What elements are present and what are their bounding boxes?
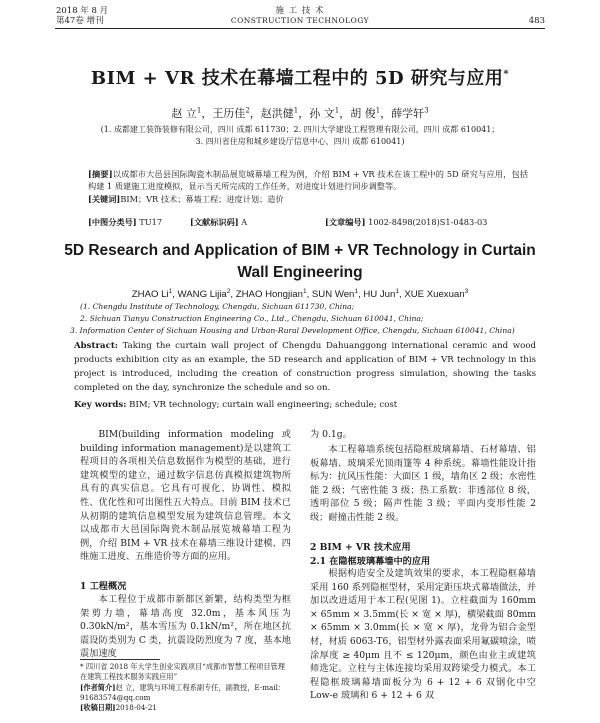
- author-cn-affiliation-mark: 3: [424, 106, 429, 115]
- author-en-2: WANG Lijia: [177, 289, 227, 301]
- author-en-5: HU Jun: [363, 289, 396, 301]
- footnote-fund: * 四川省 2018 年大学生创业实践项目“成都市智慧工程项目管理在建筑工程技术服务实践应用”: [80, 662, 285, 681]
- abstract-en: [74, 339, 536, 395]
- footnote-received-date: [收稿日期]2018-04-21: [80, 703, 158, 712]
- abstract-cn-label: [摘要]: [88, 169, 113, 179]
- footnote-author: [作者简介]赵 立，建筑与环境工程系副专任，副教授，E-mail：91683574@qq.com: [80, 683, 286, 702]
- author-en-affiliation-mark: 1: [395, 288, 399, 295]
- page-number: 483: [528, 16, 545, 26]
- section-1-paragraph: 本工程位于成都市新都区新繁，结构类型为框架剪力墙，幕墙高度 32.0m，基本风压为 0.30kN/m²，基本雪压为 0.1kN/m²，所在地区抗震设防类别为 C 类，抗震设防烈度为 7 度，基本地震加速度: [80, 594, 291, 660]
- affiliation-cn-1: (1. 成都建工装饰装修有限公司，四川 成都 611730；2. 四川大学建设工程管理有限公司，四川 成都 610041；: [100, 125, 500, 134]
- author-en-3: ZHAO Hongjian: [235, 289, 303, 301]
- keywords-cn: [88, 193, 528, 205]
- section-2-heading: 2 BIM + VR 技术应用: [310, 542, 411, 553]
- section-2-1-heading: 2.1 在隐框玻璃幕墙中的应用: [310, 556, 431, 567]
- author-en-affiliation-mark: 1: [354, 288, 359, 295]
- author-cn-affiliation-mark: 1: [293, 106, 299, 115]
- author-en-1: ZHAO Li: [131, 289, 169, 301]
- author-en-6: XUE Xuexuan: [404, 289, 465, 301]
- keywords-en: [74, 399, 536, 411]
- author-cn-1: 赵 立: [171, 107, 197, 120]
- author-cn-affiliation-mark: 1: [375, 106, 381, 115]
- abstract-cn: [88, 168, 528, 192]
- author-en-4: SUN Wen: [311, 289, 355, 301]
- abstract-cn-text: 以成都市大邑县国际陶瓷木制品展览城幕墙工程为例，介绍 BIM + VR 技术在该工程中的 5D 研究与应用，包括构建 1 质建施工进度模拟，显示当天所完成的工作任务，对进度计划进行同步调整等。: [88, 169, 529, 191]
- title-footnote-mark: *: [503, 69, 510, 80]
- author-cn-3: 赵洪健: [260, 107, 294, 120]
- author-cn-6: 薛学轩: [391, 107, 425, 120]
- author-en-affiliation-mark: 1: [168, 288, 173, 295]
- keywords-en-label: Key words:: [74, 400, 127, 410]
- section-1-heading: 1 工程概况: [80, 581, 127, 592]
- author-cn-2: 王历佳: [212, 107, 246, 120]
- affiliation-en-2: 2. Sichuan Tianyu Construction Engineering Co., Ltd., Chengdu, Sichuan 610041, China;: [80, 314, 424, 323]
- continued-paragraph: 为 0.1g。: [310, 429, 352, 440]
- author-en-affiliation-mark: 3: [464, 288, 469, 295]
- author-cn-affiliation-mark: 2: [245, 106, 250, 115]
- keywords-cn-text: BIM；VR 技术；幕墙工程；进度计划；造价: [120, 194, 284, 204]
- author-list-cn: 赵 立$^1$，王历佳$^2$，赵洪健$^1$，孙 文$^1$，胡 俊$^1$，薛学轩$^3$: [171, 106, 429, 120]
- author-cn-4: 孙 文: [309, 107, 335, 120]
- system-paragraph: 本工程幕墙系统包括隐框玻璃幕墙、石材幕墙、铝板幕墙、玻璃采光顶雨篷等 4 种系统。幕墙性能设计指标为：抗风压性能：大面区 1 级，墙角区 2 级；水密性能 2 级；气密性能 3 级；热工系数：非透部位 8 级，透明部位 5 级；隔声性能 3 级；平面内变形性能 2 级；耐撞击性能 2 级。: [310, 444, 536, 523]
- header-volume: 第47卷 增刊: [56, 16, 104, 26]
- footnote-rule: [80, 659, 160, 660]
- affiliation-cn-2: 3. 四川省住房和城乡建设厅信息中心，四川 成都 610041): [195, 137, 405, 146]
- abstract-en-text: Taking the curtain wall project of Chengdu Dahuanggong international ceramic and wood products exhibition city as an example, the 5D research and application of BIM + VR technology in this project is introduced, including the creation of construction progress simulation, showing the tasks completed on the day, synchronize the schedule and so on.: [74, 341, 537, 393]
- curtain-wall-paragraph: 根据构造安全及建筑效果的要求，本工程隐框幕墙采用 160 系列隐框型材，采用定距压块式幕墙做法，并加以改进适用于本工程(见图 1)。立柱截面为 160mm × 65mm × 3.5mm(长 × 宽 × 厚)，横梁截面 80mm × 65mm × 3.0mm(长 × 宽 × 厚)，龙骨为铝合金型材，材质 6063-T6，铝型材外露表面采用氟碳喷涂，喷涂厚度 ≥ 40μm 且不 ≤ 120μm，颜色由业主或建筑师选定。立柱与主体连接均采用双跨梁受力模式。本工程隐框玻璃幕墙面板分为 6 + 12 + 6 双钢化中空 Low-e 玻璃和 6 + 12 + 6 双: [310, 568, 536, 702]
- author-en-affiliation-mark: 1: [302, 288, 307, 295]
- article-number: [文章编号] 1002-8498(2018)S1-0483-03: [325, 217, 488, 227]
- header-rule: [55, 28, 545, 29]
- document-code: [文献标识码] A: [190, 217, 248, 227]
- header-journal-en: CONSTRUCTION TECHNOLOGY: [230, 16, 370, 25]
- keywords-cn-label: [关键词]: [88, 194, 121, 204]
- intro-paragraph: BIM(building information modeling 或 building information management)是以建筑工程项目的各项相关信息数据作为模型的基础，进行建筑模型的建立，通过数字信息仿真模拟建筑物所具有的真实信息。它具有可视化、协调性、模拟性、优化性和可出图性五大特点。目前 BIM 技术已从初期的建筑信息模型发展为建筑信息管理。本文以成都市大邑国际陶瓷木制品展览城幕墙工程为例，介绍 BIM + VR 技术在幕墙三维设计建模、四维施工进度、五维造价等方面的应用。: [80, 429, 291, 563]
- author-cn-5: 胡 俊: [350, 107, 376, 120]
- header-date: 2018 年 8 月: [56, 6, 109, 16]
- author-en-affiliation-mark: 2: [226, 288, 231, 295]
- clc-number: [中图分类号] TU17: [88, 217, 163, 227]
- header-journal-cn: 施 工 技 术: [275, 6, 325, 16]
- author-cn-affiliation-mark: 1: [196, 106, 202, 115]
- author-list-en: ZHAO Li$^1$, WANG Lijia$^2$, ZHAO Hongjian$^1$, SUN Wen$^1$, HU Jun$^1$, XUE Xuexuan$^3$: [131, 288, 469, 301]
- affiliation-en-1: (1. Chengdu Institute of Technology, Chengdu, Sichuan 611730, China;: [80, 302, 355, 311]
- paper-title-en: 5D Research and Application of BIM + VR Technology in Curtain Wall Engineering: [64, 242, 536, 281]
- author-cn-affiliation-mark: 1: [334, 106, 340, 115]
- affiliation-en-3: 3. Information Center of Sichuan Housing and Urban-Rural Development Office, Chengdu, Sichuan 610041, China): [70, 326, 515, 335]
- keywords-en-text: BIM; VR technology; curtain wall engineering; schedule; cost: [129, 400, 398, 410]
- abstract-en-label: Abstract:: [74, 341, 118, 351]
- paper-title-cn: BIM + VR 技术在幕墙工程中的 5D 研究与应用*: [90, 68, 510, 89]
